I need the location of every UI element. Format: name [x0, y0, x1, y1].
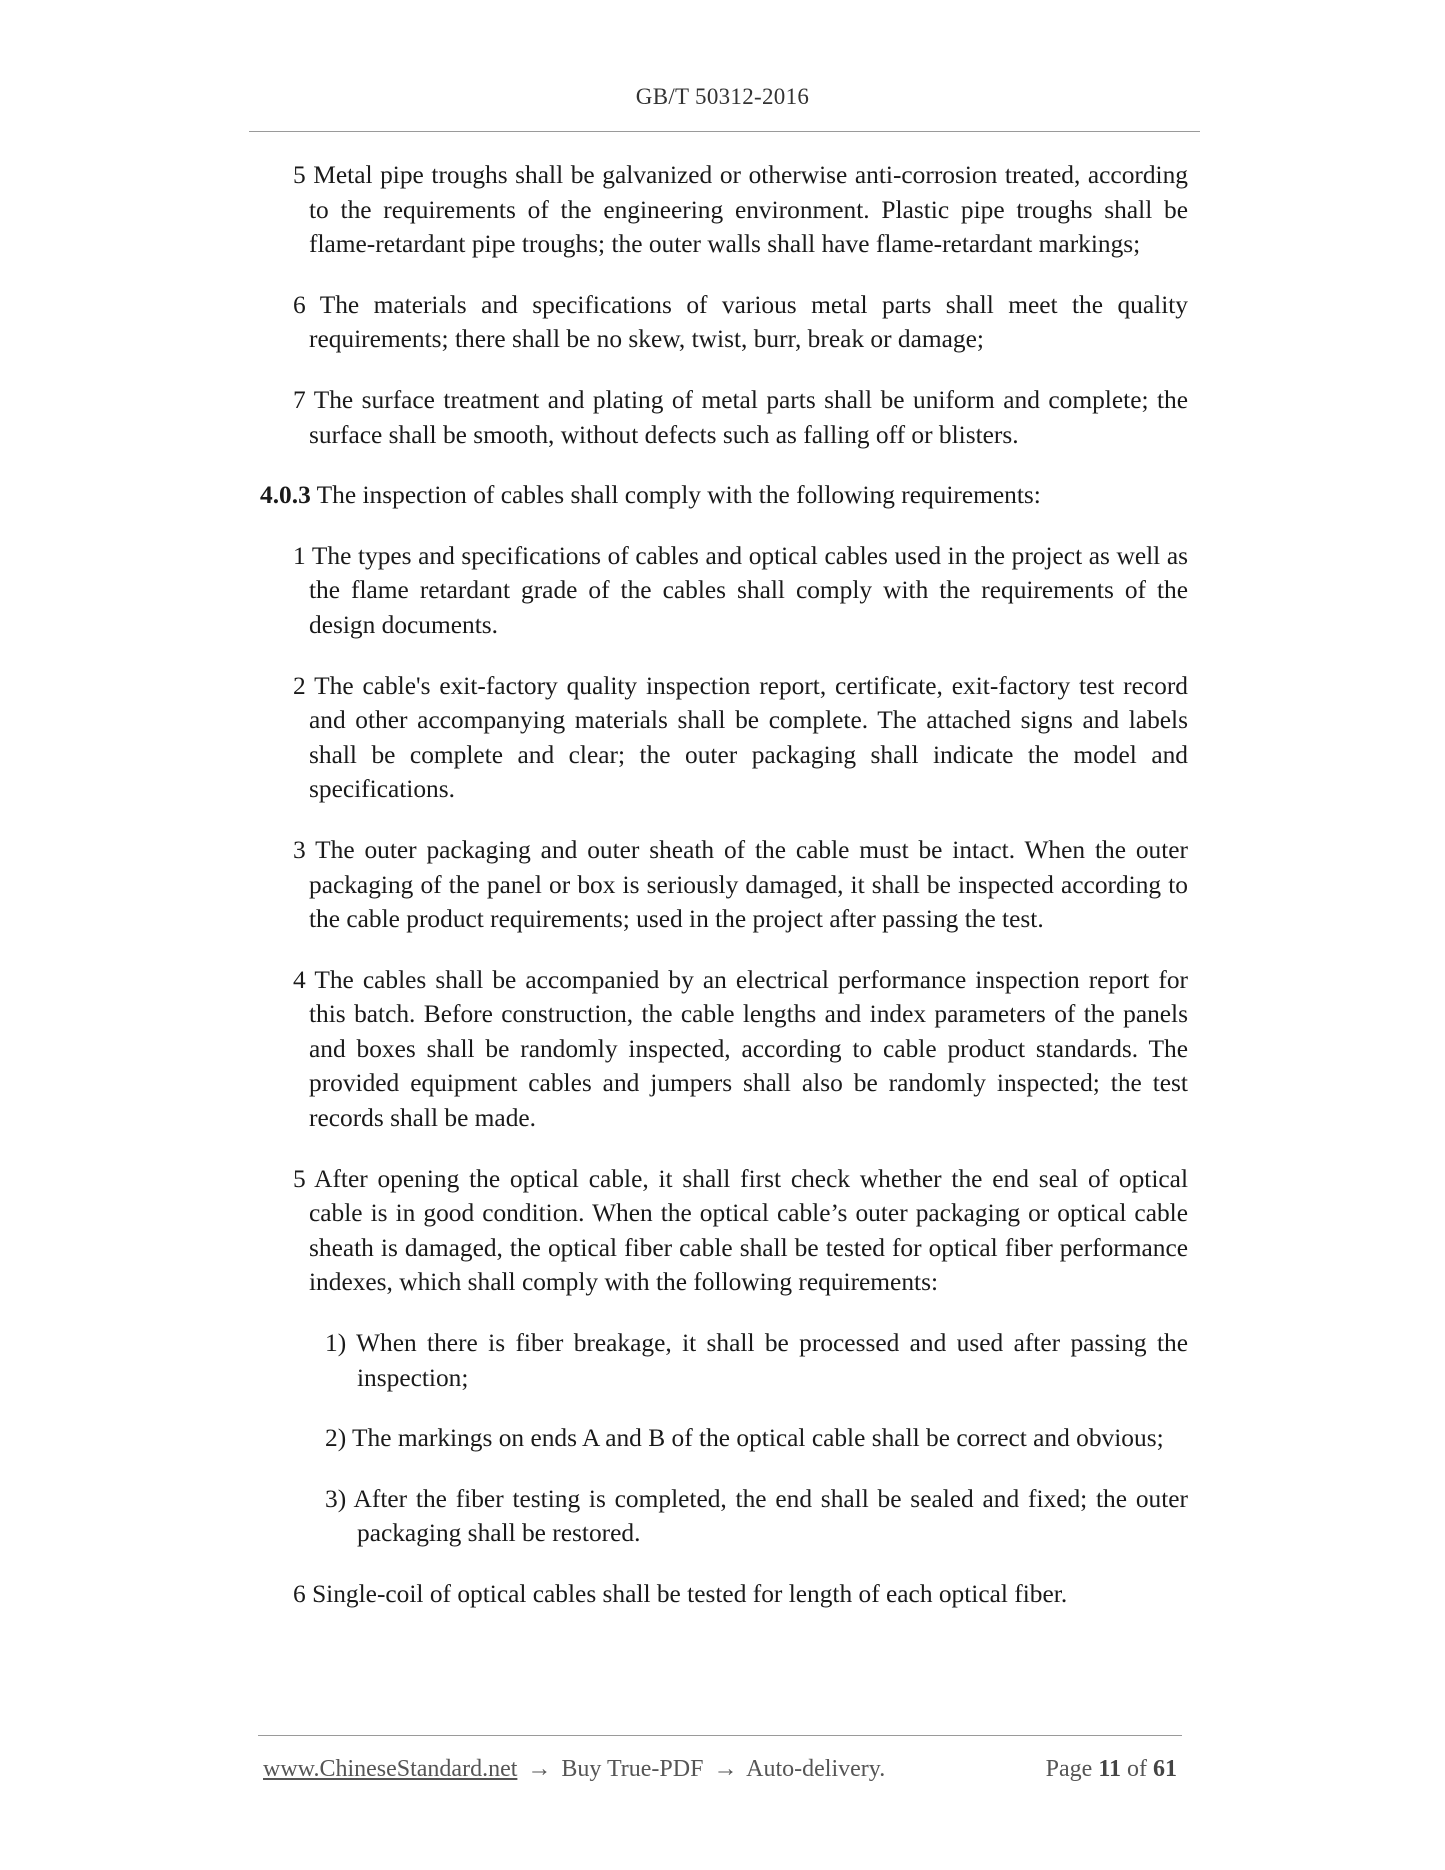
page-label: Page — [1045, 1756, 1093, 1782]
sub-item-text: After the fiber testing is completed, the end shall be sealed and fixed; the outer packaging shall be restored. — [353, 1484, 1188, 1548]
item-number: 6 — [293, 1580, 306, 1608]
item-text: The outer packaging and outer sheath of the cable must be intact. When the outer packaging of the panel or box is seriously damaged, it shall be inspected according to the cable product requirements; used in the project after passing the test. — [309, 835, 1188, 934]
delivery-text: Auto-delivery. — [746, 1756, 886, 1782]
item-number: 3 — [293, 835, 306, 864]
list-item — [293, 158, 1188, 262]
page-footer — [263, 1756, 1183, 1783]
item-number: 5 — [293, 1164, 306, 1193]
list-item — [293, 833, 1188, 937]
list-item — [293, 1577, 1188, 1612]
arrow-right-icon: → — [713, 1756, 738, 1782]
item-text: The cables shall be accompanied by an electrical performance inspection report for this batch. Before construction, the cable lengths and index parameters of the panels and boxes shall be randomly inspected, according to cable product standards. The provided equipment cables and jumpers shall also be randomly inspected; the test records shall be made. — [309, 965, 1189, 1133]
sub-item — [325, 1482, 1188, 1551]
buy-pdf-text: Buy True-PDF — [561, 1756, 704, 1782]
list-item — [293, 1162, 1188, 1300]
footer-divider — [258, 1735, 1182, 1736]
page-counter — [1046, 1756, 1177, 1783]
item-text: The surface treatment and plating of metal parts shall be uniform and complete; the surface shall be smooth, without defects such as falling off or blisters. — [309, 385, 1188, 449]
list-item — [293, 383, 1188, 452]
page-total: 61 — [1153, 1756, 1177, 1782]
arrow-right-icon: → — [527, 1756, 552, 1782]
page-number: 11 — [1098, 1756, 1121, 1782]
sub-item — [325, 1326, 1188, 1395]
site-link[interactable]: www.ChineseStandard.net — [263, 1756, 518, 1782]
item-number: 6 — [293, 290, 306, 319]
footer-left — [263, 1756, 885, 1783]
page-header: GB/T 50312-2016 — [635, 84, 810, 109]
of-label: of — [1127, 1756, 1147, 1782]
sub-item-text: The markings on ends A and B of the optical cable shall be correct and obvious; — [352, 1424, 1164, 1453]
list-item — [293, 539, 1188, 643]
list-item — [293, 669, 1188, 807]
sub-item — [325, 1421, 1188, 1456]
document-body — [0, 158, 1445, 1612]
sub-item-number: 1) — [325, 1329, 347, 1358]
item-text: After opening the optical cable, it shall first check whether the end seal of optical cable is in good condition. When the optical cable’s outer packaging or optical cable sheath is damaged, the optical fiber cable shall be tested for optical fiber performance indexes, which shall comply with the following requirements: — [309, 1164, 1189, 1297]
item-text: The cable's exit-factory quality inspection report, certificate, exit-factory test record and other accompanying materials shall be complete. The attached signs and labels shall be complete and clear; the outer packaging shall indicate the model and specifications. — [309, 671, 1188, 804]
sub-item-number: 2) — [325, 1424, 347, 1453]
clause-number: 4.0.3 — [260, 481, 311, 510]
clause-heading — [260, 478, 1188, 513]
item-number: 5 — [293, 161, 306, 189]
item-text: Single-coil of optical cables shall be tested for length of each optical fiber. — [312, 1580, 1068, 1608]
header-divider — [249, 131, 1200, 132]
item-number: 4 — [293, 965, 306, 994]
item-text: The types and specifications of cables and optical cables used in the project as well as the flame retardant grade of the cables shall comply with the requirements of the design documents. — [309, 541, 1188, 639]
list-item — [293, 288, 1188, 357]
item-number: 1 — [293, 541, 306, 570]
item-text: Metal pipe troughs shall be galvanized or otherwise anti-corrosion treated, according to the requirements of the engineering environment. Plastic pipe troughs shall be flame-retardant pipe troughs; the outer walls shall have flame-retardant markings; — [309, 161, 1188, 259]
list-item — [293, 963, 1188, 1136]
item-number: 7 — [293, 385, 306, 414]
sub-item-number: 3) — [325, 1484, 347, 1513]
item-text: The materials and specifications of various metal parts shall meet the quality requirements; there shall be no skew, twist, burr, break or damage; — [309, 290, 1188, 354]
clause-text: The inspection of cables shall comply with the following requirements: — [316, 481, 1041, 510]
item-number: 2 — [293, 671, 306, 700]
sub-item-text: When there is fiber breakage, it shall be processed and used after passing the inspection; — [356, 1329, 1188, 1392]
